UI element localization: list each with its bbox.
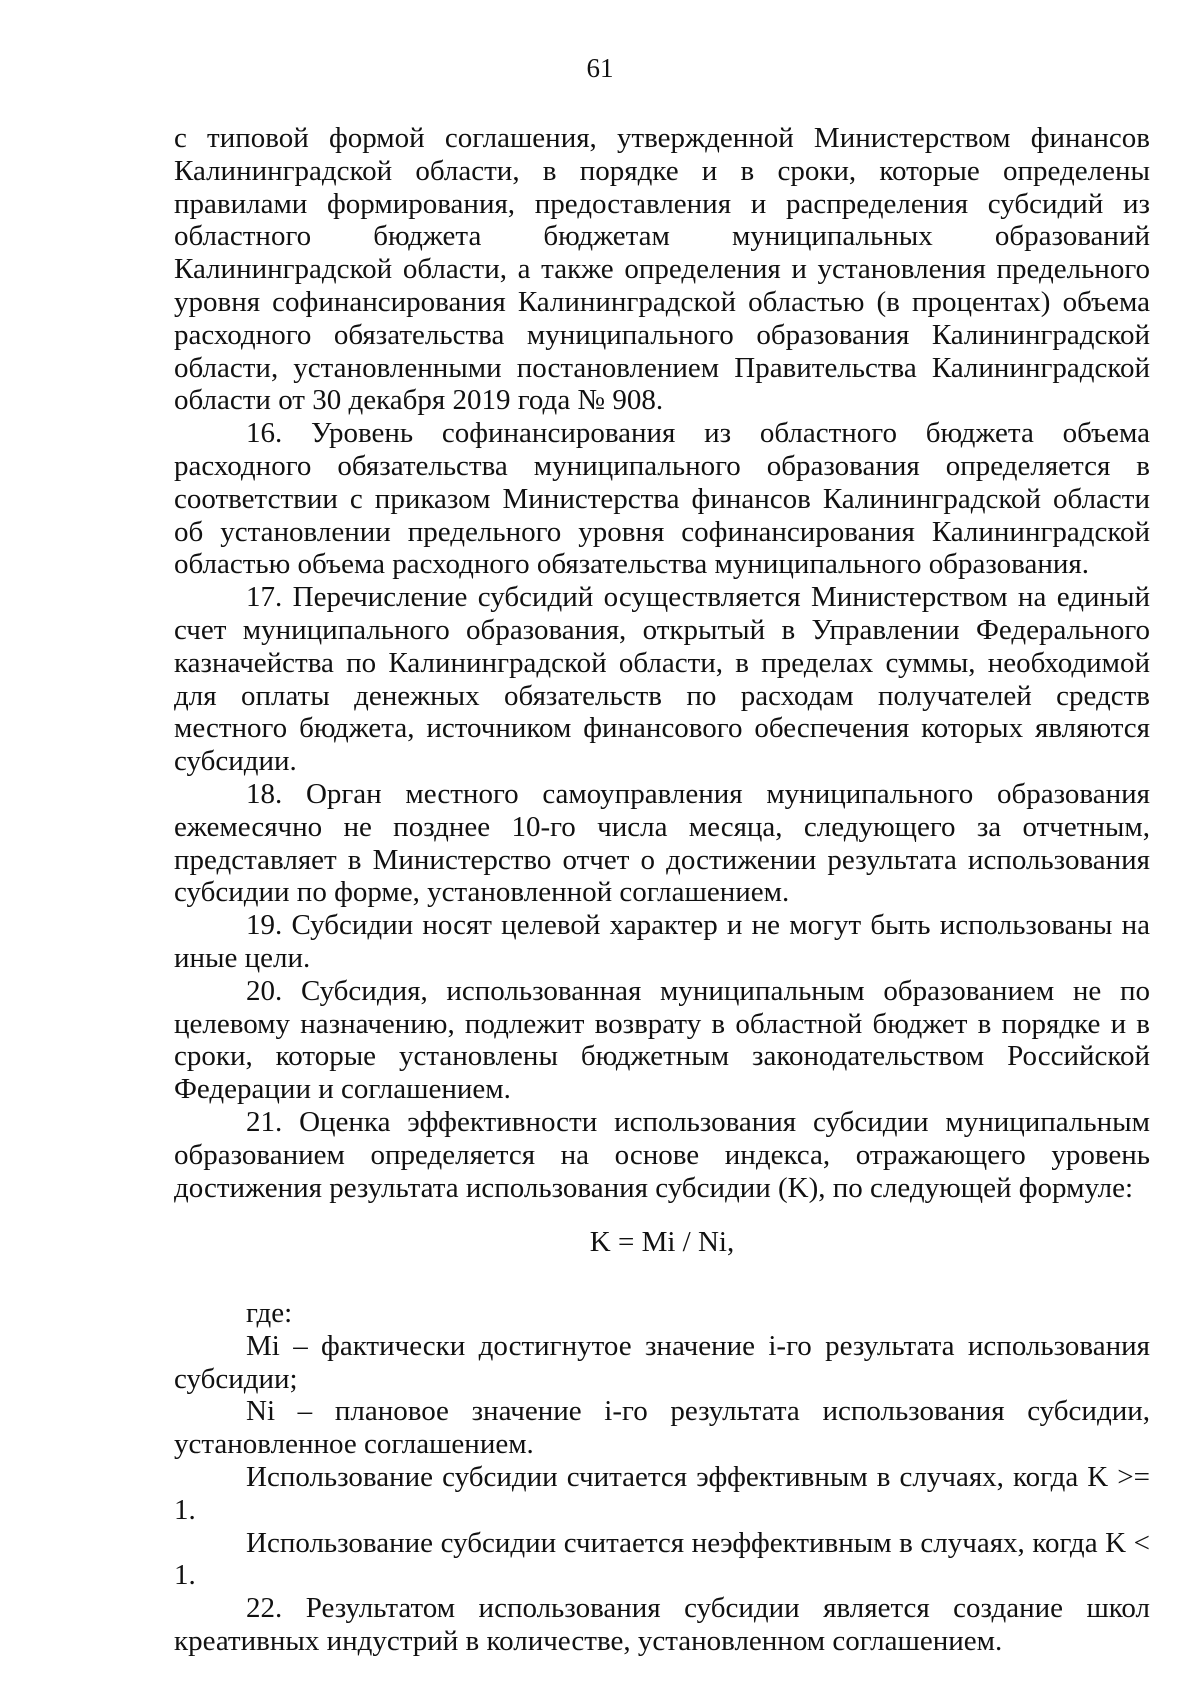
efficiency-formula: K = Mi / Ni, xyxy=(589,1226,735,1259)
paragraph-19: 19. Субсидии носят целевой характер и не могут быть использованы на иные цели. xyxy=(174,909,1150,974)
ineffective-condition: Использование субсидии считается неэффективным в случаях, когда K < 1. xyxy=(174,1526,1150,1592)
definition-ni: Ni – плановое значение i-го результата использования субсидии, установленное соглашением. xyxy=(174,1395,1150,1461)
paragraph-17: 17. Перечисление субсидий осуществляется Министерством на единый счет муниципального образования, открытый в Управлении Федерального казначейства по Калининградской области, в пределах суммы, необходимой для оплаты денежных обязательств по расходам получателей средств местного бюджета, источником финансового обеспечения которых являются субсидии. xyxy=(174,581,1150,778)
effective-condition: Использование субсидии считается эффективным в случаях, когда K >= 1. xyxy=(174,1461,1150,1526)
formula-where-label: где: xyxy=(246,1297,293,1330)
paragraph-18: 18. Орган местного самоуправления муниципального образования ежемесячно не позднее 10-го числа месяца, следующего за отчетным, представляет в Министерство отчет о достижении результата использования субсидии по форме, установленной соглашением. xyxy=(174,777,1150,909)
paragraph-intro-continuation: с типовой формой соглашения, утвержденной Министерством финансов Калининградской области, в порядке и в сроки, которые определены правилами формирования, предоставления и распределения субсидий из областного бюджета бюджетам муниципальных образований Калининградской области, а также определения и установления предельного уровня софинансирования Калининградской областью (в процентах) объема расходного обязательства муниципального образования Калининградской области, установленными постановлением Правительства Калининградской области от 30 декабря 2019 года № 908. xyxy=(174,122,1150,417)
paragraph-16: 16. Уровень софинансирования из областного бюджета объема расходного обязательства муниципального образования определяется в соответствии с приказом Министерства финансов Калининградской области об установлении предельного уровня софинансирования Калининградской областью объема расходного обязательства муниципального образования. xyxy=(174,417,1150,581)
paragraph-20: 20. Субсидия, использованная муниципальным образованием не по целевому назначению, подлежит возврату в областной бюджет в порядке и в сроки, которые установлены бюджетным законодательством Российской Федерации и соглашением. xyxy=(174,974,1150,1106)
definition-mi: Mi – фактически достигнутое значение i-го результата использования субсидии; xyxy=(174,1329,1150,1395)
page-number: 61 xyxy=(586,53,614,83)
document-body xyxy=(174,122,1150,1658)
paragraph-22: 22. Результатом использования субсидии является создание школ креативных индустрий в количестве, установленном соглашением. xyxy=(174,1592,1150,1658)
paragraph-21: 21. Оценка эффективности использования субсидии муниципальным образованием определяется на основе индекса, отражающего уровень достижения результата использования субсидии (K), по следующей формуле: xyxy=(174,1105,1150,1204)
